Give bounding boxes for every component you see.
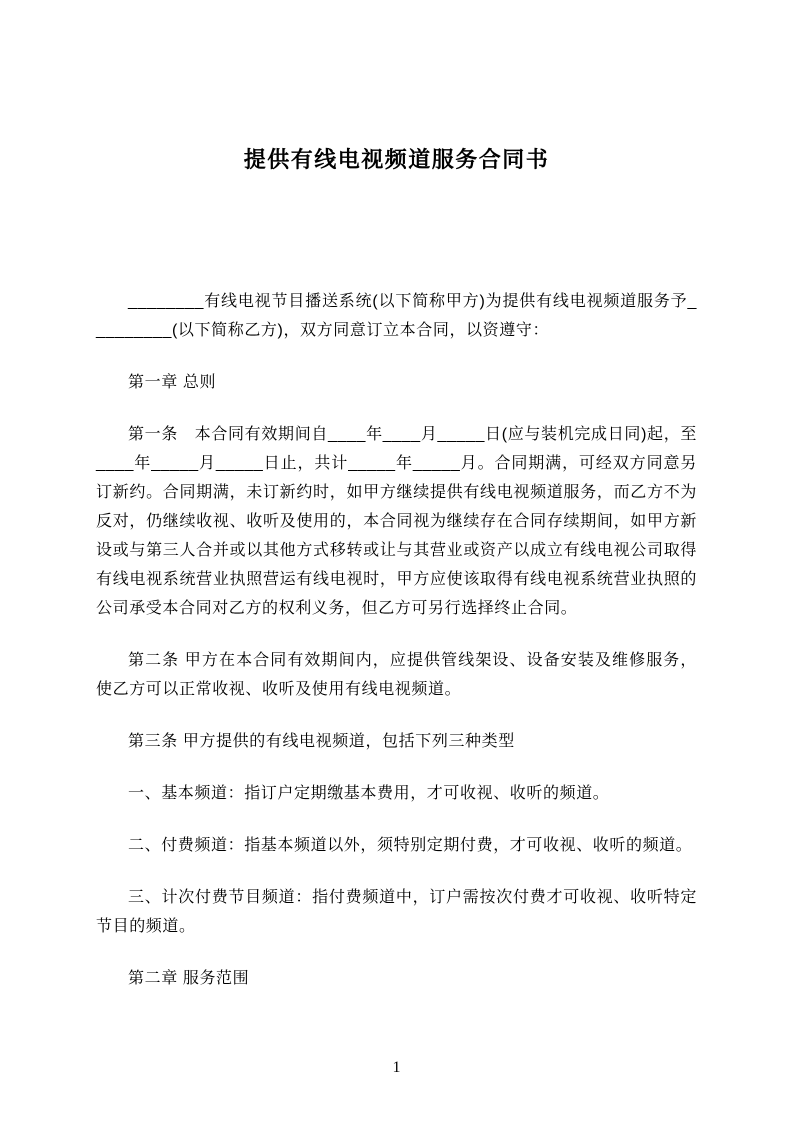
- page-number: 1: [392, 1059, 401, 1076]
- document-body: [96, 287, 697, 993]
- channel-type-item-2: 二、付费频道：指基本频道以外，须特别定期付费，才可收视、收听的频道。: [128, 837, 693, 854]
- clause-3-paragraph: 第三条 甲方提供的有线电视频道，包括下列三种类型: [128, 733, 515, 750]
- clause-2-paragraph: 第二条 甲方在本合同有效期间内，应提供管线架设、设备安装及维修服务，使乙方可以正常收视、收听及使用有线电视频道。: [96, 652, 697, 698]
- clause-1-paragraph: 第一条 本合同有效期间自____年____月_____日(应与装机完成日同)起，至____年_____月_____日止，共计_____年_____月。合同期满，可经双方同意另订新约。合同期满，未订新约时，如甲方继续提供有线电视频道服务，而乙方不为反对，仍继续收视、收听及使用的，本合同视为继续存在合同存续期间，如甲方新设或与第三人合并或以其他方式移转或让与其营业或资产以成立有线电视公司取得有线电视系统营业执照营运有线电视时，甲方应使该取得有线电视系统营业执照的公司承受本合同对乙方的权利义务，但乙方可另行选择终止合同。: [96, 426, 697, 617]
- chapter-1-heading: 第一章 总则: [128, 374, 217, 391]
- channel-type-item-3: 三、计次付费节目频道：指付费频道中，订户需按次付费才可收视、收听特定节目的频道。: [96, 889, 697, 935]
- chapter-2-heading: 第二章 服务范围: [128, 970, 250, 987]
- channel-type-item-1: 一、基本频道：指订户定期缴基本费用，才可收视、收听的频道。: [128, 785, 610, 802]
- intro-paragraph: ________有线电视节目播送系统(以下简称甲方)为提供有线电视频道服务予_________(以下简称乙方)，双方同意订立本合同，以资遵守：: [96, 293, 697, 339]
- contract-title: 提供有线电视频道服务合同书: [243, 147, 550, 172]
